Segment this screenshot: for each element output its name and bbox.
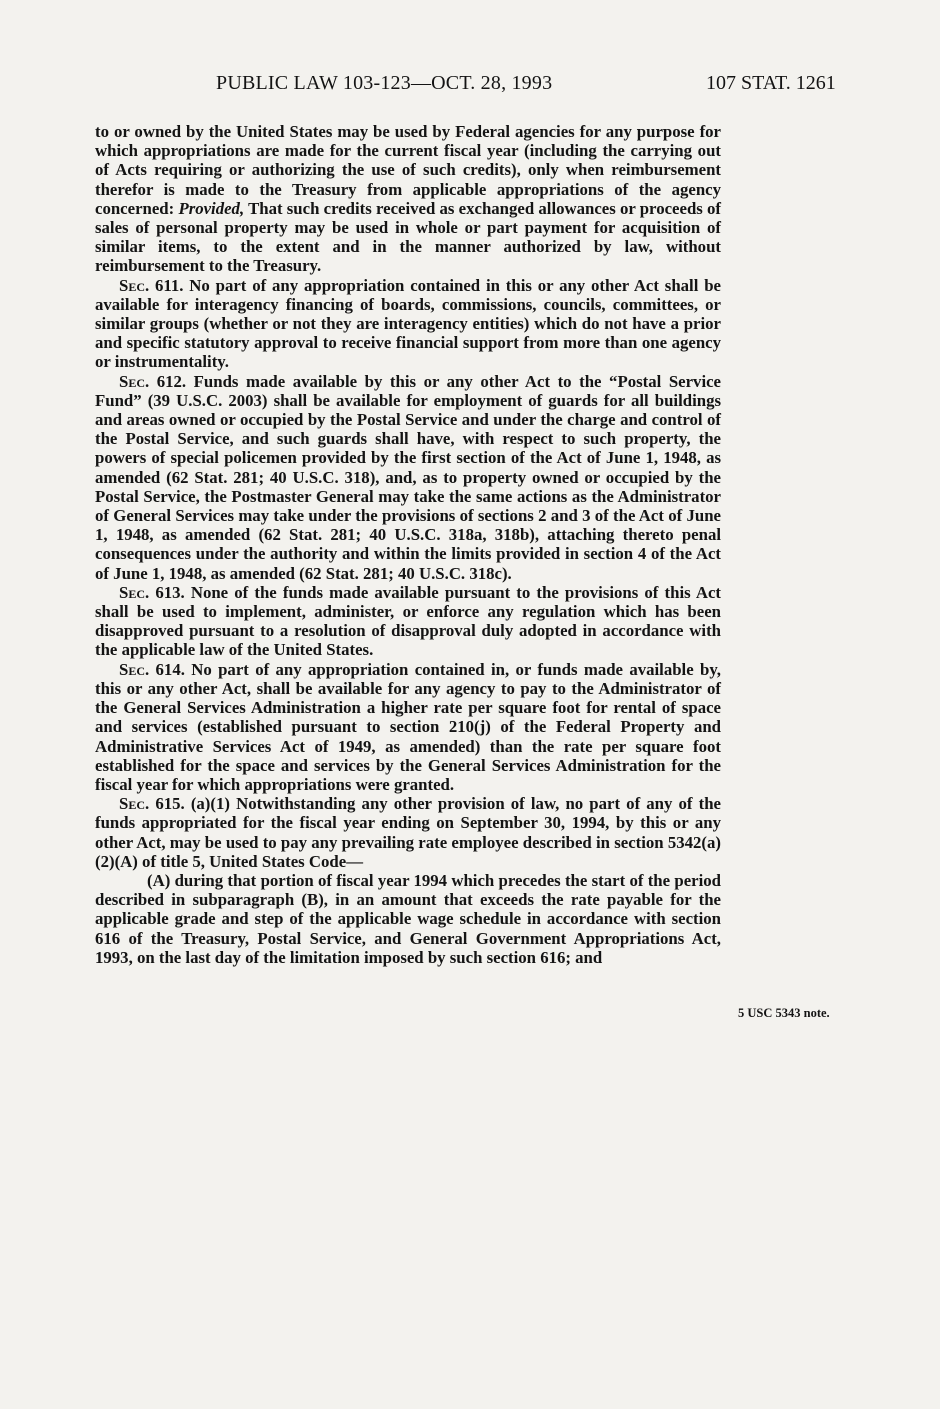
- paragraph-continuation: to or owned by the United States may be used by Federal agencies for any purpose for which appropriations are made for the current fiscal year (including the carrying out of Acts requiring or authorizing the use of such credits), only when reimbursement therefor is made to the Treasury from applicable appropriations of the agency concerned: Provided, That such credits received as exchanged allowances or proceeds of sales of personal property may be used in whole or part payment for acquisition of similar items, to the extent and in the manner authorized by law, without reimbursement to the Treasury.: [95, 122, 721, 276]
- section-615: Sec. 615. (a)(1) Notwithstanding any other provision of law, no part of any of the funds appropriated for the fiscal year ending on September 30, 1994, by this or any other Act, may be used to pay any prevailing rate employee described in section 5342(a)(2)(A) of title 5, United States Code—: [95, 794, 721, 871]
- subparagraph-a: (A) during that portion of fiscal year 1994 which precedes the start of the period described in subparagraph (B), in an amount that exceeds the rate payable for the applicable grade and step of the applicable wage schedule in accordance with section 616 of the Treasury, Postal Service, and General Government Appropriations Act, 1993, on the last day of the limitation imposed by such section 616; and: [95, 870, 721, 967]
- section-612: Sec. 612. Funds made available by this or any other Act to the “Postal Service Fund” (39 U.S.C. 2003) shall be available for employment of guards for all buildings and areas owned or occupied by the Postal Service and under the charge and control of the Postal Service, and such guards shall have, with respect to such property, the powers of special policemen provided by the first section of the Act of June 1, 1948, as amended (62 Stat. 281; 40 U.S.C. 318), and, as to property owned or occupied by the Postal Service, the Postmaster General may take the same actions as the Administrator of General Services may take under the provisions of sections 2 and 3 of the Act of June 1, 1948, as amended (62 Stat. 281; 40 U.S.C. 318a, 318b), attaching thereto penal consequences under the authority and within the limits provided in section 4 of the Act of June 1, 1948, as amended (62 Stat. 281; 40 U.S.C. 318c).: [95, 371, 721, 583]
- statute-page-number: 107 STAT. 1261: [706, 72, 836, 94]
- section-611: Sec. 611. No part of any appropriation contained in this or any other Act shall be available for interagency financing of boards, commissions, councils, committees, or similar groups (whether or not they are interagency entities) which do not have a prior and specific statutory approval to receive financial support from more than one agency or instrumentality.: [95, 275, 721, 372]
- section-613: Sec. 613. None of the funds made available pursuant to the provisions of this Act shall be used to implement, administer, or enforce any regulation which has been disapproved pursuant to a resolution of disapproval duly adopted in accordance with the applicable law of the United States.: [95, 582, 721, 660]
- running-title: PUBLIC LAW 103-123—OCT. 28, 1993: [216, 72, 553, 94]
- margin-note: 5 USC 5343 note.: [738, 1006, 830, 1020]
- page-header: [0, 72, 940, 102]
- body-text: [95, 122, 721, 967]
- section-614: Sec. 614. No part of any appropriation contained in, or funds made available by, this or any other Act, shall be available for any agency to pay to the Administrator of the General Services Administration a higher rate per square foot for rental of space and services (established pursuant to section 210(j) of the Federal Property and Administrative Services Act of 1949, as amended) than the rate per square foot established for the space and services by the General Services Administration for the fiscal year for which appropriations were granted.: [95, 659, 721, 794]
